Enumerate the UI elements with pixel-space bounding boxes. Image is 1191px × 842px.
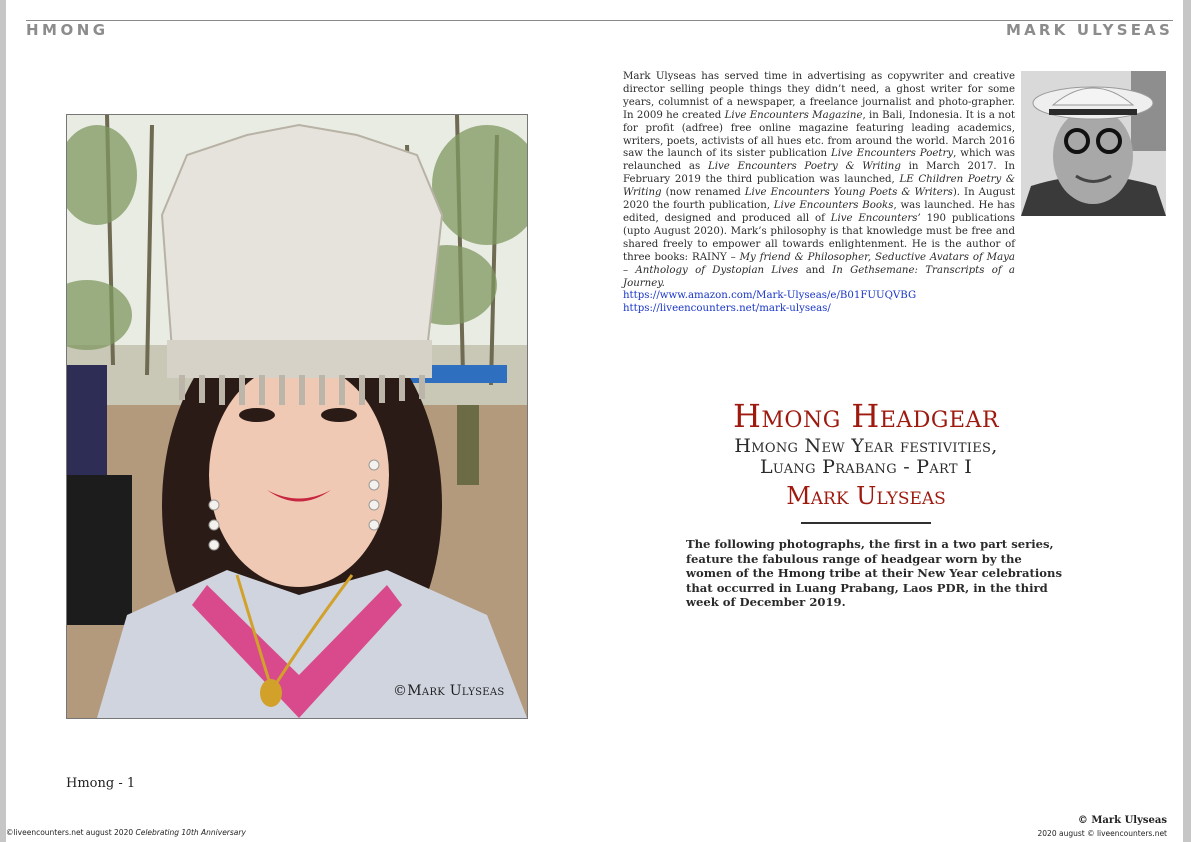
article-title: Hmong Headgear <box>732 397 1000 435</box>
bio-text: , in Bali, Indonesia. It is a not for profit (adfree) free online magazine featuring leading academics, writers, poets, activists of all hues etc. from around the world. March 2016 saw the launch of its sister publication <box>623 109 1015 160</box>
author-portrait <box>1021 71 1166 216</box>
page-label: Hmong - 1 <box>66 776 136 791</box>
bio-text: (now renamed <box>661 187 745 199</box>
photo-illustration <box>67 115 527 718</box>
title-divider <box>801 522 931 524</box>
bio-italic: Live Encounters Poetry <box>830 148 954 160</box>
bio-text: 190 publications (upto August 2020). Mark’s philosophy is that knowledge must be free and shared freely to empower all towards enlightenment. He is the author of three books: RAINY – <box>623 212 1015 263</box>
footer-copyright: © Mark Ulyseas <box>1077 815 1167 826</box>
bio-italic: Live Encounters Magazine <box>724 109 863 121</box>
bio-italic: Live Encounters’ <box>830 212 921 224</box>
bio-text: ). In August 2020 the fourth publication, <box>623 187 1015 212</box>
footer-left-text: ©liveencounters.net august 2020 <box>6 828 136 837</box>
author-portrait-illustration <box>1021 71 1166 216</box>
bio-italic: Live Encounters Poetry & Writing <box>707 161 901 173</box>
bio-italic: Live Encounters Books <box>773 200 894 212</box>
article-author: Mark Ulyseas <box>786 482 946 510</box>
bio-italic: LE Children Poetry & Writing <box>623 174 1015 199</box>
photo-credit: ©Mark Ulyseas <box>393 683 505 699</box>
magazine-page <box>6 0 1183 842</box>
article-subtitle-line-1: Hmong New Year festivities, <box>734 435 998 457</box>
running-head-right: MARK ULYSEAS <box>1005 21 1173 39</box>
running-head-left: HMONG <box>26 21 109 39</box>
bio-italic: My friend & Philosopher, Seductive Avatars of Maya – Anthology of Dystopian Lives <box>623 251 1015 276</box>
bio-text: , was launched. He has edited, designed and produced all of <box>623 200 1016 224</box>
bio-italic: Live Encounters Young Poets & Writers <box>744 187 953 199</box>
bio-text: in March 2017. In February 2019 the third publication was launched, <box>623 161 1015 186</box>
bio-text: Mark Ulyseas has served time in advertising as copywriter and creative director selling people things they didn’t need, a ghost writer for some years, columnist of a newspaper, a freelance journalist and photo-grapher. In 2009 he created <box>623 71 1015 121</box>
article-subtitle-line-2: Luang Prabang - Part I <box>759 456 973 478</box>
article-intro: The following photographs, the first in a two part series, feature the fabulous range of headgear worn by the women of the Hmong tribe at their New Year celebrations that occurred in Luang Prabang, Laos PDR, in the third week of December 2019. <box>686 537 1062 609</box>
bio-text: and <box>798 264 833 276</box>
footer-left <box>6 828 246 837</box>
author-bio <box>623 71 1015 316</box>
amazon-author-link[interactable]: https://www.amazon.com/Mark-Ulyseas/e/B01FUUQVBG <box>623 290 917 302</box>
article-title-block <box>696 396 1036 524</box>
hmong-woman-photo <box>66 114 528 719</box>
liveencounters-author-link[interactable]: https://liveencounters.net/mark-ulyseas/ <box>623 303 831 315</box>
bio-italic: In Gethsemane: Transcripts of a Journey. <box>623 264 1016 289</box>
footer-right: 2020 august © liveencounters.net <box>1037 829 1167 838</box>
footer-left-italic: Celebrating 10th Anniversary <box>135 828 246 837</box>
top-rule <box>26 20 1173 21</box>
bio-text: , which was relaunched as <box>623 148 1016 173</box>
